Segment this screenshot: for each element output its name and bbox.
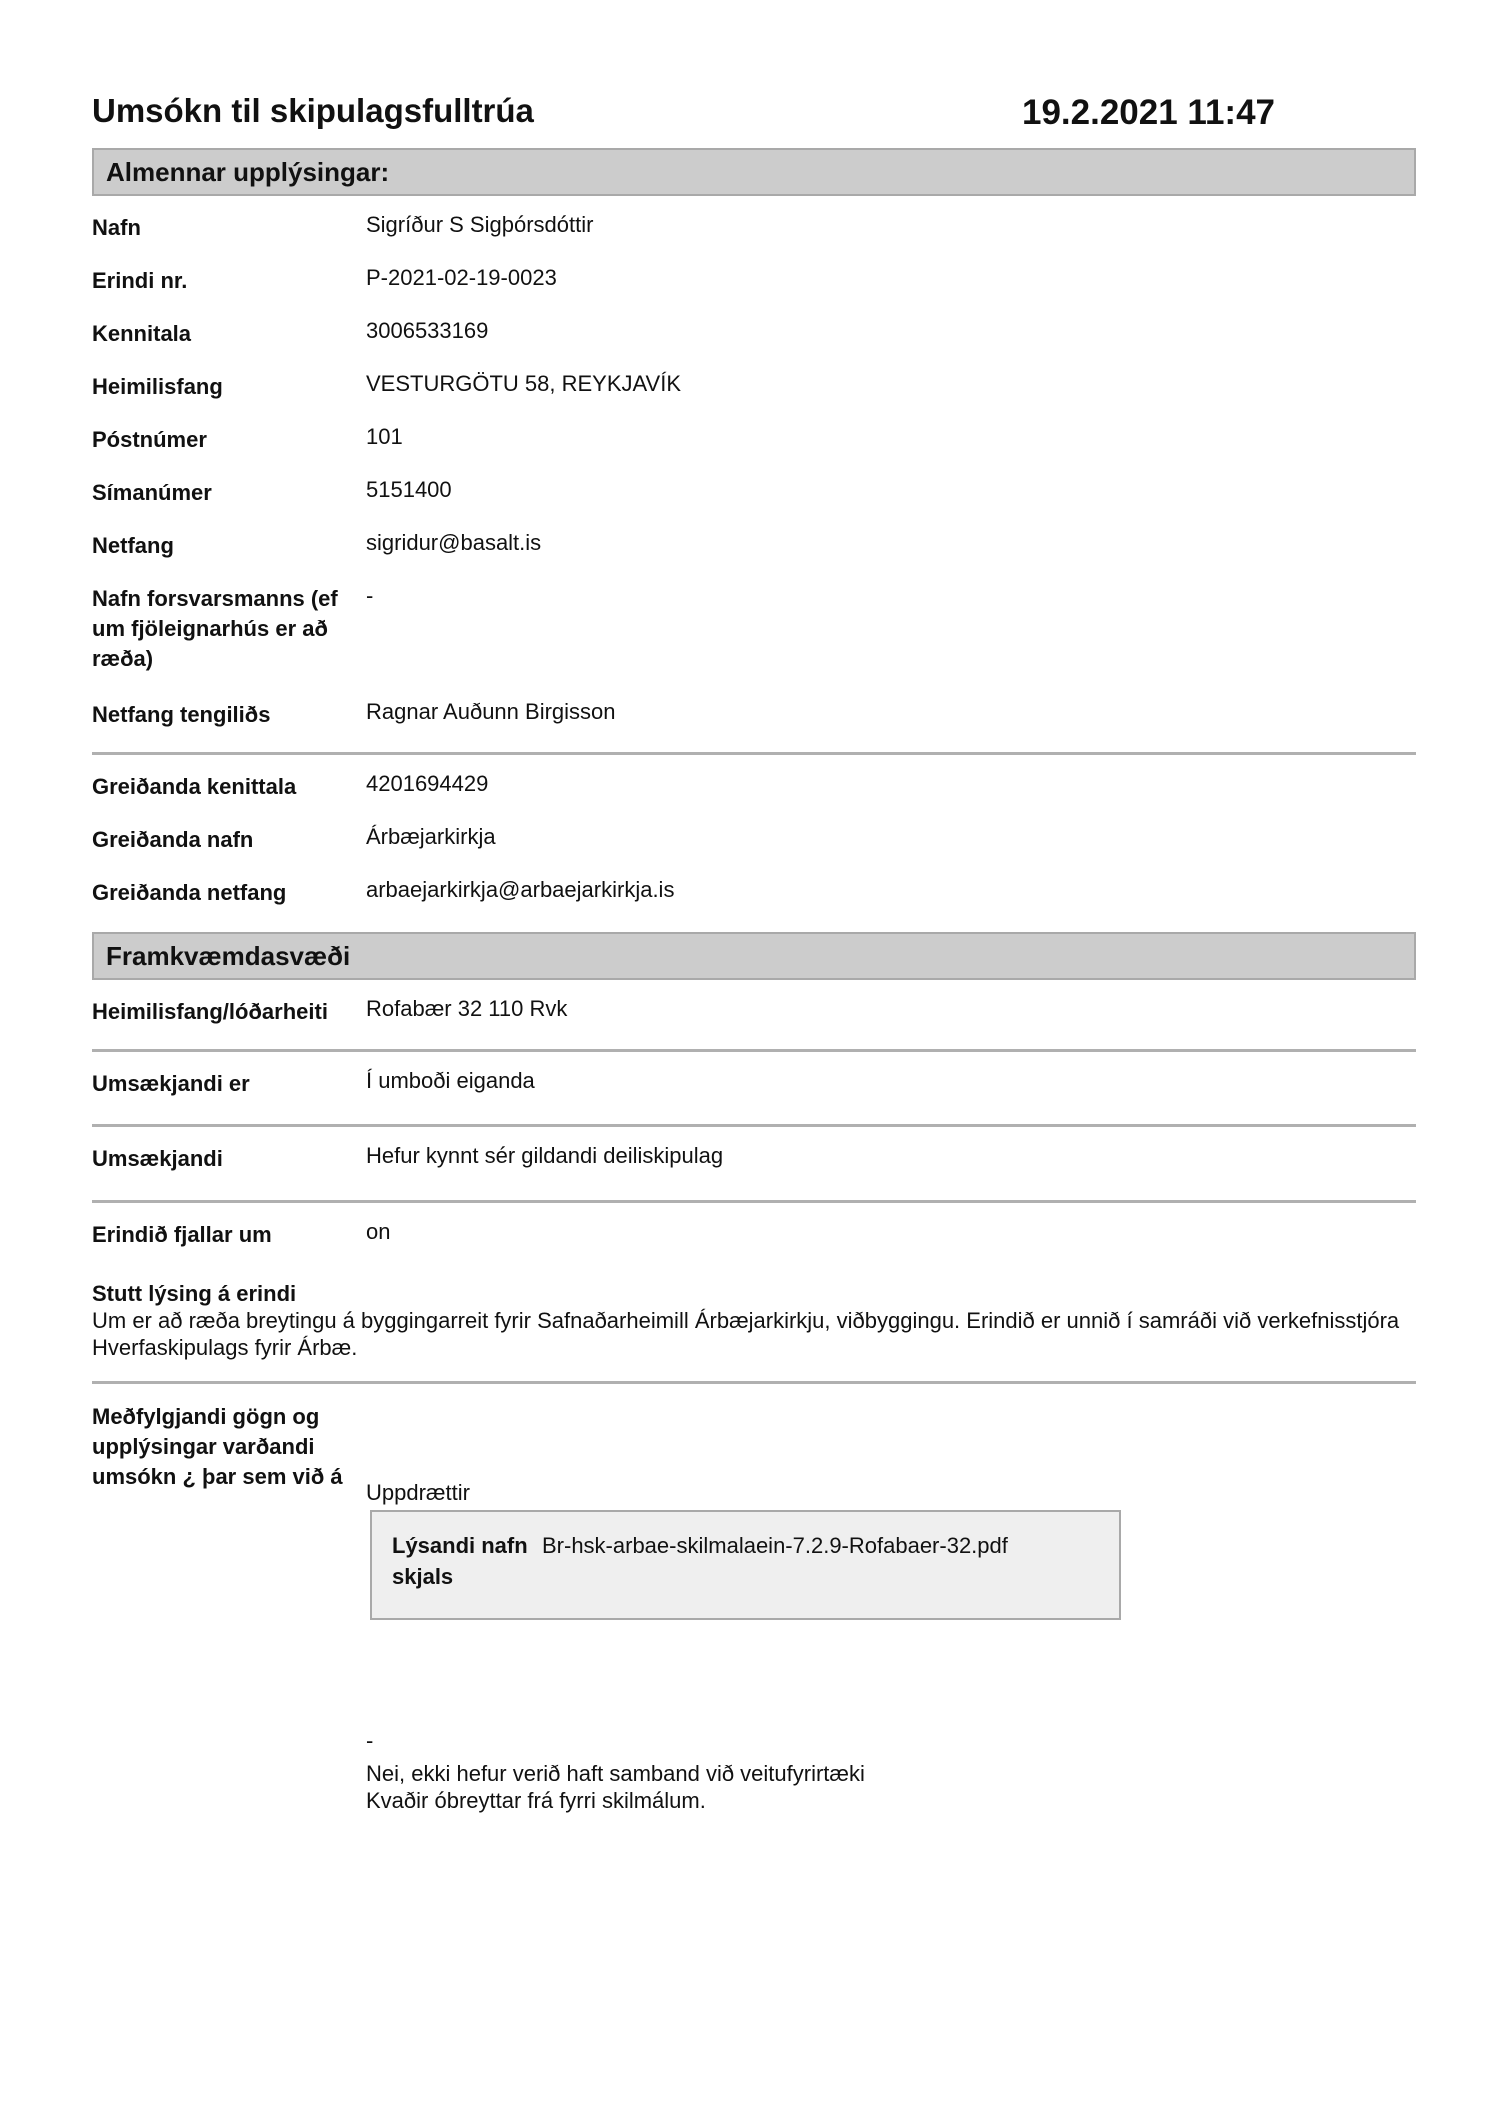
- field-value-matter-concerns: on: [366, 1219, 391, 1244]
- field-value-contact-email: Ragnar Auðunn Birgisson: [366, 699, 616, 724]
- field-label-email: Netfang: [92, 533, 174, 558]
- field-label-payer-id: Greiðanda kenittala: [92, 774, 297, 799]
- field-label-name: Nafn: [92, 215, 141, 240]
- field-value-email: sigridur@basalt.is: [366, 530, 542, 555]
- attachment-dash: -: [366, 1728, 374, 1753]
- submission-datetime: 19.2.2021 11:47: [1022, 93, 1276, 132]
- field-label-matter-concerns: Erindið fjallar um: [92, 1222, 272, 1247]
- description-label: Stutt lýsing á erindi: [92, 1281, 297, 1306]
- field-value-applicant: Hefur kynnt sér gildandi deiliskipulag: [366, 1143, 724, 1168]
- description-text: Um er að ræða breytingu á byggingarreit fyrir Safnaðarheimill Árbæjarkirkju, viðbyggingu. Erindið er unnið í samráði við verkefnisstjóra Hverfaskipulags fyrir Árbæ.: [92, 1308, 1400, 1360]
- field-value-name: Sigríður S Sigþórsdóttir: [366, 212, 594, 237]
- field-value-case-number: P-2021-02-19-0023: [366, 265, 557, 290]
- divider: [92, 1049, 1416, 1052]
- field-label-address: Heimilisfang: [92, 374, 223, 399]
- file-link[interactable]: Br-hsk-arbae-skilmalaein-7.2.9-Rofabaer-32.pdf: [542, 1533, 1008, 1558]
- field-label-payer-name: Greiðanda nafn: [92, 827, 254, 852]
- divider: [92, 752, 1416, 755]
- field-label-payer-email: Greiðanda netfang: [92, 880, 287, 905]
- divider: [92, 1200, 1416, 1203]
- divider: [92, 1124, 1416, 1127]
- field-value-id-number: 3006533169: [366, 318, 489, 343]
- field-label-applicant: Umsækjandi: [92, 1146, 223, 1171]
- field-label-applicant-is: Umsækjandi er: [92, 1071, 250, 1096]
- page-title: Umsókn til skipulagsfulltrúa: [92, 92, 534, 129]
- field-value-address: VESTURGÖTU 58, REYKJAVÍK: [366, 371, 682, 396]
- field-value-payer-name: Árbæjarkirkja: [366, 824, 496, 849]
- section-header-site: Framkvæmdasvæði: [92, 932, 1416, 980]
- terms-note: Kvaðir óbreyttar frá fyrri skilmálum.: [366, 1788, 706, 1813]
- utilities-note: Nei, ekki hefur verið haft samband við veitufyrirtæki: [366, 1761, 865, 1786]
- attachment-category: Uppdrættir: [366, 1480, 470, 1505]
- field-label-contact-email: Netfang tengiliðs: [92, 702, 271, 727]
- attachments-label: Meðfylgjandi gögn og upplýsingar varðandi umsókn ¿ þar sem við á: [92, 1404, 343, 1489]
- divider: [92, 1381, 1416, 1384]
- field-value-site-address: Rofabær 32 110 Rvk: [366, 996, 568, 1021]
- section-header-general: Almennar upplýsingar:: [92, 148, 1416, 196]
- field-label-phone: Símanúmer: [92, 480, 212, 505]
- field-value-payer-id: 4201694429: [366, 771, 489, 796]
- field-label-site-address: Heimilisfang/lóðarheiti: [92, 999, 328, 1024]
- field-value-postal-code: 101: [366, 424, 403, 449]
- field-value-representative: -: [366, 583, 374, 608]
- field-value-payer-email: arbaejarkirkja@arbaejarkirkja.is: [366, 877, 675, 902]
- field-label-case-number: Erindi nr.: [92, 268, 188, 293]
- file-label: Lýsandi nafn skjals: [392, 1533, 528, 1589]
- field-label-postal-code: Póstnúmer: [92, 427, 207, 452]
- attachment-file-box: [370, 1510, 1121, 1620]
- field-value-applicant-is: Í umboði eiganda: [366, 1068, 535, 1093]
- field-value-phone: 5151400: [366, 477, 452, 502]
- field-label-representative: Nafn forsvarsmanns (ef um fjöleignarhús er að ræða): [92, 586, 338, 671]
- field-label-id-number: Kennitala: [92, 321, 192, 346]
